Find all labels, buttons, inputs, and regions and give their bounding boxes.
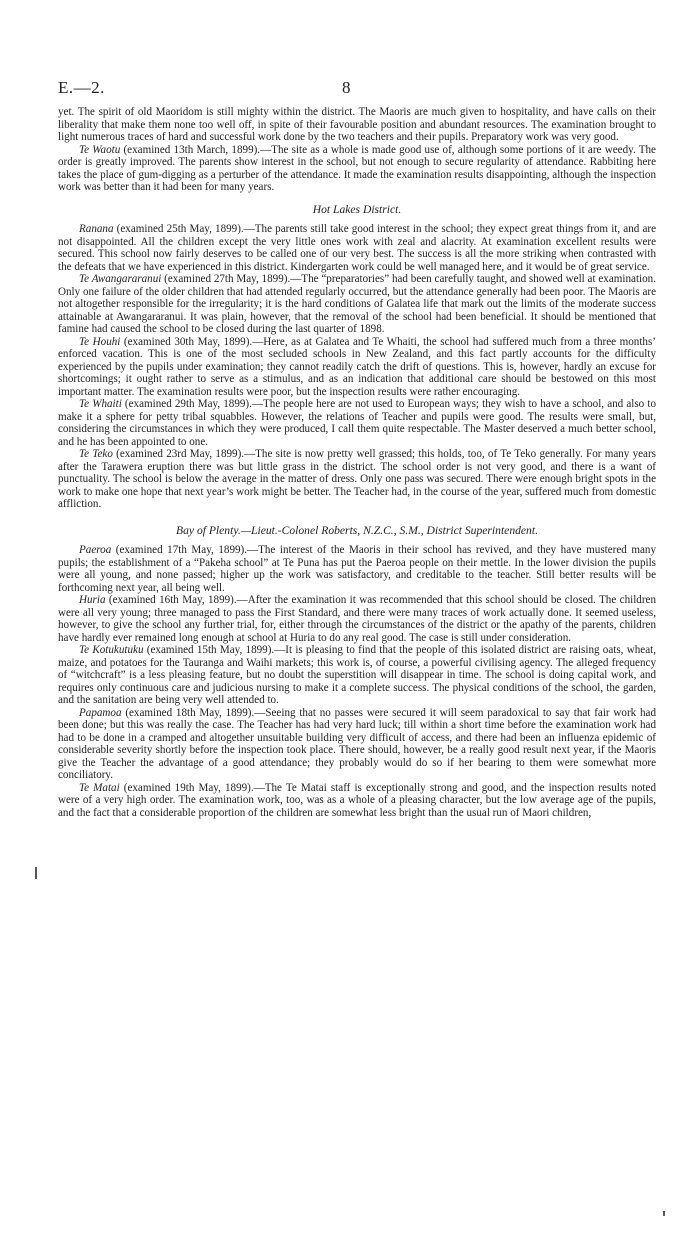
paragraph-text: (examined 15th May, 1899).—It is pleasing to find that the people of this isolated district are raising oats, wheat, maize, and potatoes for the Tauranga and Waihi markets; this work is, of course, a powerful civilising agency. The alleged frequency of “witchcraft” is a less pleasing feature, but no doubt the superstition will disappear in time. The school is doing capital work, and requires only continuous care and judicious nursing to make it a complete success. The physical conditions of the school, the garden, and the sanitation are being very well attended to.: [58, 644, 656, 706]
school-name: Paeroa: [79, 544, 112, 556]
paragraph-text: yet. The spirit of old Maoridom is still mighty within the district. The Maoris are much given to hospitality, and have calls on their liberality that make them none too well off, in spite of their favourable position and abundant resources. The examination brought to light numerous traces of hard and successful work done by the two teachers and their pupils. Preparatory work was very good.: [58, 106, 656, 143]
paragraph: [58, 448, 656, 511]
paragraph: [58, 144, 656, 194]
page-header: [58, 78, 656, 106]
paragraph: [58, 223, 656, 273]
paragraph-text: (examined 29th May, 1899).—The people here are not used to European ways; they wish to have a school, and also to make it a sphere for petty tribal squabbles. However, the relations of Teacher and pupils were good. The results were small, but, considering the circumstances in which they were produced, I call them quite respectable. The Master deserved a much better school, and he has been appointed to one.: [58, 398, 656, 448]
paragraph-text: (examined 27th May, 1899).—The “preparatories” had been carefully taught, and showed well at examination. Only one failure of the older children that had attended regularly occurred, but the attendance generally had been poor. The Maoris are not altogether responsible for the irregularity; it is the hard conditions of Galatea life that mark out the limits of the moderate success attainable at Awangararanui. It was plain, however, that the removal of the school had been beneficial. It should be mentioned that famine had caused the school to be closed during the last quarter of 1898.: [58, 273, 656, 335]
section-heading: Hot Lakes District.: [312, 202, 402, 216]
school-name: Te Awangararanui: [79, 273, 162, 285]
body-text: [58, 106, 656, 819]
paragraph-text: (examined 25th May, 1899).—The parents still take good interest in the school; they expect great things from it, and are not disappointed. All the children except the very little ones work with zeal and alacrity. At examination excellent results were secured. This school now fairly deserves to be called one of our very best. The success is all the more striking when contrasted with the defeats that we have experienced in this district. Kindergarten work could be well managed here, and it would be of great service.: [58, 223, 656, 273]
school-name: Huria: [79, 594, 106, 606]
section-heading: Bay of Plenty.—Lieut.-Colonel Roberts, N.Z.C., S.M., District Superintendent.: [176, 523, 538, 537]
document-page: [58, 78, 656, 819]
school-name: Te Waotu: [79, 143, 121, 156]
paragraph-text: (examined 18th May, 1899).—Seeing that no passes were secured it will seem paradoxical to say that fair work had been done; but this was really the case. The Teacher has had very hard luck; till within a short time before the examination work had had to be done in a cramped and altogether unsuitable building very difficult of access, and there had been an influenza epidemic of considerable severity shortly before the inspection took place. There should, however, be a really good result next year, if the Maoris give the Teacher the advantage of a good attendance; they probably would do so if her bearing to them were somewhat more conciliatory.: [58, 706, 656, 781]
paragraph: [58, 707, 656, 782]
paragraph-text: (examined 23rd May, 1899).—The site is now pretty well grassed; this holds, too, of Te Teko generally. For many years after the Tarawera eruption there was but little grass in the district. The school order is not very good, and there is a want of punctuality. The school is below the average in the matter of dress. Only one pass was secured. There were enough bright spots in the work to make one hope that next year’s work might be better. The Teacher had, in the course of the year, suffered much from domestic affliction.: [58, 448, 656, 510]
margin-mark: [663, 1211, 665, 1216]
school-name: Te Matai: [79, 781, 120, 794]
paragraph-text: (examined 16th May, 1899).—After the examination it was recommended that this school should be closed. The children were all very young; three managed to pass the First Standard, and there were many traces of work actually done. It seemed useless, however, to give the school any further trial, for, either through the circumstances of the district or the apathy of the parents, children have hardly ever remained long enough at school at Huria to do any real good. The case is still under consideration.: [58, 594, 656, 644]
paragraph: [58, 398, 656, 448]
paragraph: [58, 594, 656, 644]
paragraph-text: (examined 13th March, 1899).—The site as a whole is made good use of, although some portions of it are weedy. The order is greatly improved. The parents show interest in the school, but not enough to secure regularity of attendance. Rabbiting here takes the place of gum-digging as a perturber of the attendance. It made the examination results disappointing, although the inspection work was better than it had been for many years.: [58, 143, 656, 193]
paragraph: [58, 273, 656, 336]
school-name: Te Houhi: [79, 335, 121, 348]
paragraph: [58, 782, 656, 820]
paragraph: [58, 544, 656, 594]
margin-mark: [35, 867, 37, 879]
paragraph-text: (examined 19th May, 1899).—The Te Matai staff is exceptionally strong and good, and the inspection results noted were of a very high order. The examination work, too, was as a whole of a pleasing character, but the low average age of the pupils, and the fact that a considerable proportion of the children are somewhat less bright than the usual run of Maori children,: [58, 781, 656, 819]
school-name: Ranana: [79, 223, 114, 235]
school-name: Te Whaiti: [79, 398, 122, 410]
paragraph: [58, 644, 656, 707]
page-number: 8: [342, 78, 351, 97]
school-name: Te Kotukutuku: [79, 644, 144, 656]
paragraph: [58, 336, 656, 399]
paragraph-text: (examined 30th May, 1899).—Here, as at Galatea and Te Whaiti, the school had suffered much from a three months’ enforced vacation. This is one of the most secluded schools in New Zealand, and this fact partly accounts for the difficulty experienced by the pupils under examination; they cannot readily catch the drift of questions. This is, however, hardly an excuse for shortcomings; it ought rather to serve as a stimulus, and as an indication that additional care should be bestowed on this most important matter. The examination results were poor, but the inspection results were rather encouraging.: [58, 335, 656, 398]
paragraph-text: (examined 17th May, 1899).—The interest of the Maoris in their school has revived, and they have mustered many pupils; the establishment of a “Pakeha school” at Te Puna has put the Paeroa people on their mettle. In the lower division the pupils were all young, and none passed; higher up the work was satisfactory, and creditable to the teacher. Still better results will be forthcoming next year, all being well.: [58, 544, 656, 594]
school-name: Papamoa: [79, 706, 122, 719]
series-code: E.—2.: [58, 78, 105, 97]
paragraph: [58, 106, 656, 144]
school-name: Te Teko: [79, 448, 113, 460]
